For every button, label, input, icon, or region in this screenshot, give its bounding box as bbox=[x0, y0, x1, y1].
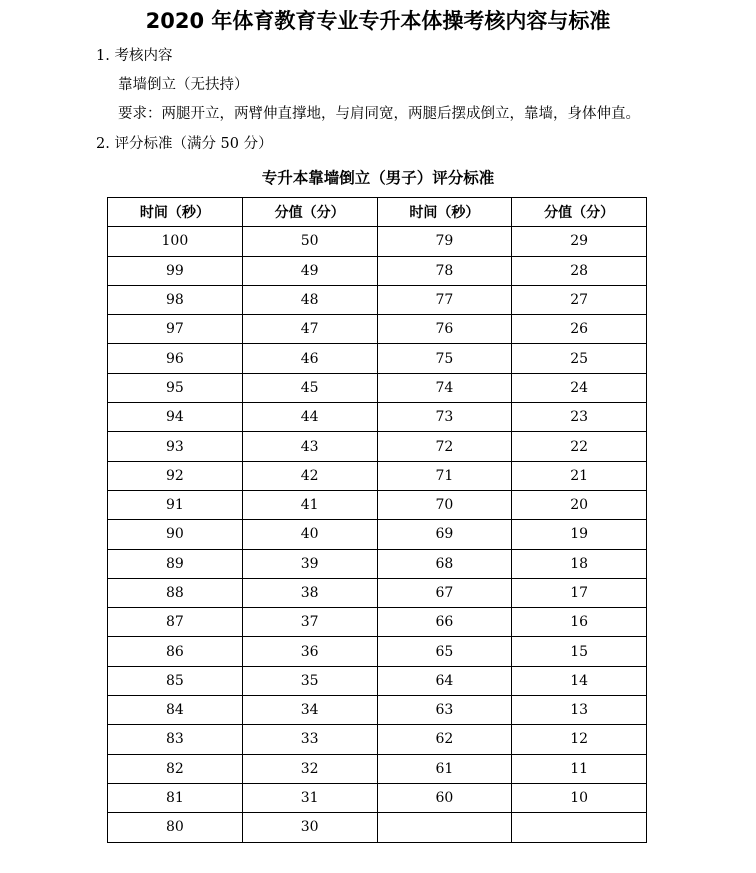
table-cell: 27 bbox=[512, 285, 647, 314]
table-cell: 46 bbox=[242, 344, 377, 373]
table-header-row bbox=[108, 198, 647, 227]
table-row bbox=[108, 696, 647, 725]
exam-item-name: 靠墙倒立（无扶持） bbox=[118, 77, 249, 93]
table-row bbox=[108, 403, 647, 432]
table-cell: 28 bbox=[512, 256, 647, 285]
table-cell: 98 bbox=[108, 285, 243, 314]
table-row bbox=[108, 461, 647, 490]
table-cell: 77 bbox=[377, 285, 512, 314]
table-row bbox=[108, 637, 647, 666]
table-cell: 100 bbox=[108, 227, 243, 256]
table-cell: 45 bbox=[242, 373, 377, 402]
table-cell: 90 bbox=[108, 520, 243, 549]
table-cell: 42 bbox=[242, 461, 377, 490]
table-cell bbox=[512, 813, 647, 842]
table-cell: 19 bbox=[512, 520, 647, 549]
table-cell: 39 bbox=[242, 549, 377, 578]
table-cell: 47 bbox=[242, 315, 377, 344]
table-cell: 88 bbox=[108, 578, 243, 607]
table-row bbox=[108, 520, 647, 549]
table-cell: 71 bbox=[377, 461, 512, 490]
table-row bbox=[108, 373, 647, 402]
table-cell: 75 bbox=[377, 344, 512, 373]
table-cell: 30 bbox=[242, 813, 377, 842]
table-cell: 84 bbox=[108, 696, 243, 725]
table-cell: 74 bbox=[377, 373, 512, 402]
table-cell: 68 bbox=[377, 549, 512, 578]
table-row bbox=[108, 549, 647, 578]
table-cell: 91 bbox=[108, 490, 243, 519]
table-body bbox=[108, 227, 647, 842]
table-cell: 89 bbox=[108, 549, 243, 578]
table-cell: 41 bbox=[242, 490, 377, 519]
table-cell: 79 bbox=[377, 227, 512, 256]
table-cell: 10 bbox=[512, 783, 647, 812]
table-cell: 95 bbox=[108, 373, 243, 402]
table-cell: 48 bbox=[242, 285, 377, 314]
table-cell: 15 bbox=[512, 637, 647, 666]
table-cell: 17 bbox=[512, 578, 647, 607]
table-cell: 97 bbox=[108, 315, 243, 344]
header-time-2: 时间（秒） bbox=[377, 198, 512, 227]
table-cell: 43 bbox=[242, 432, 377, 461]
table-cell: 76 bbox=[377, 315, 512, 344]
table-cell: 62 bbox=[377, 725, 512, 754]
table-row bbox=[108, 344, 647, 373]
table-cell: 66 bbox=[377, 608, 512, 637]
table-cell: 16 bbox=[512, 608, 647, 637]
table-cell: 11 bbox=[512, 754, 647, 783]
table-cell: 73 bbox=[377, 403, 512, 432]
table-row bbox=[108, 315, 647, 344]
table-cell: 99 bbox=[108, 256, 243, 285]
table-row bbox=[108, 754, 647, 783]
table-cell: 18 bbox=[512, 549, 647, 578]
table-cell: 44 bbox=[242, 403, 377, 432]
table-cell: 70 bbox=[377, 490, 512, 519]
table-row bbox=[108, 490, 647, 519]
scoring-table bbox=[107, 197, 647, 843]
table-cell: 50 bbox=[242, 227, 377, 256]
header-score-1: 分值（分） bbox=[242, 198, 377, 227]
table-cell: 93 bbox=[108, 432, 243, 461]
table-cell: 31 bbox=[242, 783, 377, 812]
table-cell: 21 bbox=[512, 461, 647, 490]
table-cell: 36 bbox=[242, 637, 377, 666]
table-cell: 35 bbox=[242, 666, 377, 695]
table-row bbox=[108, 783, 647, 812]
table-cell: 81 bbox=[108, 783, 243, 812]
section-heading-content: 1. 考核内容 bbox=[96, 48, 173, 64]
table-cell: 61 bbox=[377, 754, 512, 783]
table-row bbox=[108, 432, 647, 461]
exam-requirement: 要求：两腿开立，两臂伸直撑地，与肩同宽，两腿后摆成倒立，靠墙，身体伸直。 bbox=[118, 106, 640, 122]
table-cell: 38 bbox=[242, 578, 377, 607]
page-title: 2020 年体育教育专业专升本体操考核内容与标准 bbox=[145, 9, 611, 33]
table-cell: 80 bbox=[108, 813, 243, 842]
header-time-1: 时间（秒） bbox=[108, 198, 243, 227]
table-cell bbox=[377, 813, 512, 842]
table-row bbox=[108, 256, 647, 285]
table-cell: 85 bbox=[108, 666, 243, 695]
table-row bbox=[108, 813, 647, 842]
table-cell: 63 bbox=[377, 696, 512, 725]
table-row bbox=[108, 285, 647, 314]
header-score-2: 分值（分） bbox=[512, 198, 647, 227]
table-cell: 69 bbox=[377, 520, 512, 549]
table-cell: 32 bbox=[242, 754, 377, 783]
table-cell: 78 bbox=[377, 256, 512, 285]
table-cell: 86 bbox=[108, 637, 243, 666]
table-cell: 40 bbox=[242, 520, 377, 549]
table-cell: 87 bbox=[108, 608, 243, 637]
table-row bbox=[108, 725, 647, 754]
table-cell: 96 bbox=[108, 344, 243, 373]
table-cell: 13 bbox=[512, 696, 647, 725]
table-cell: 24 bbox=[512, 373, 647, 402]
section-heading-scoring: 2. 评分标准（满分 50 分） bbox=[96, 136, 273, 152]
table-cell: 49 bbox=[242, 256, 377, 285]
table-cell: 14 bbox=[512, 666, 647, 695]
table-cell: 34 bbox=[242, 696, 377, 725]
table-cell: 12 bbox=[512, 725, 647, 754]
table-cell: 23 bbox=[512, 403, 647, 432]
table-cell: 20 bbox=[512, 490, 647, 519]
table-cell: 22 bbox=[512, 432, 647, 461]
table-cell: 67 bbox=[377, 578, 512, 607]
table-cell: 26 bbox=[512, 315, 647, 344]
table-cell: 83 bbox=[108, 725, 243, 754]
table-row bbox=[108, 227, 647, 256]
table-cell: 60 bbox=[377, 783, 512, 812]
table-cell: 65 bbox=[377, 637, 512, 666]
table-cell: 29 bbox=[512, 227, 647, 256]
table-cell: 72 bbox=[377, 432, 512, 461]
table-title: 专升本靠墙倒立（男子）评分标准 bbox=[261, 169, 495, 187]
table-cell: 64 bbox=[377, 666, 512, 695]
table-cell: 25 bbox=[512, 344, 647, 373]
table-row bbox=[108, 578, 647, 607]
table-cell: 33 bbox=[242, 725, 377, 754]
table-cell: 92 bbox=[108, 461, 243, 490]
table-cell: 37 bbox=[242, 608, 377, 637]
table-row bbox=[108, 666, 647, 695]
table-cell: 82 bbox=[108, 754, 243, 783]
table-cell: 94 bbox=[108, 403, 243, 432]
table-row bbox=[108, 608, 647, 637]
